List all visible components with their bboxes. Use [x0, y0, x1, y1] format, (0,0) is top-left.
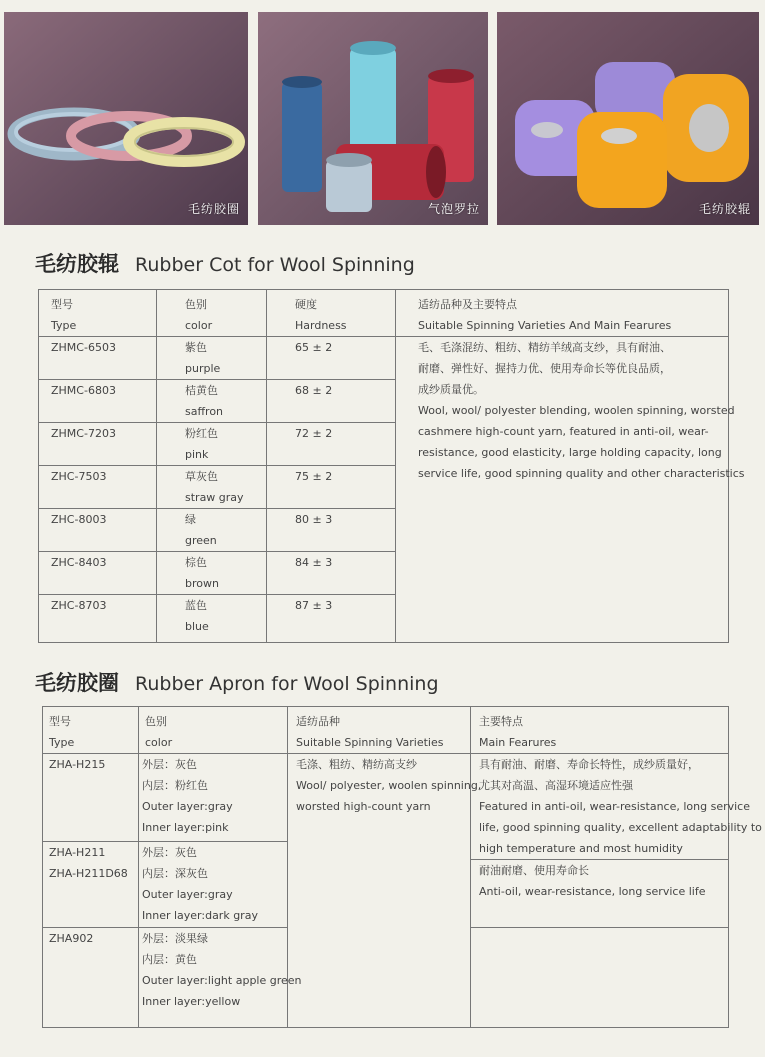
cell-type: ZHC-8003	[39, 509, 157, 552]
cell-hardness: 75 ± 2	[267, 466, 396, 509]
col-header-varieties: 适纺品种 Suitable Spinning Varieties	[288, 707, 471, 754]
cell-varieties: 毛涤、粗纺、精纺高支纱 Wool/ polyester, woolen spinning, worsted high-count yarn	[288, 754, 471, 1028]
cell-color: 蓝色 blue	[157, 595, 267, 643]
cell-color: 紫色 purple	[157, 337, 267, 380]
cell-hardness: 65 ± 2	[267, 337, 396, 380]
cell-type: ZHC-8703	[39, 595, 157, 643]
cell-color: 桔黄色 saffron	[157, 380, 267, 423]
cell-color: 粉红色 pink	[157, 423, 267, 466]
cell-type: ZHMC-6803	[39, 380, 157, 423]
col-header-type: 型号 Type	[39, 290, 157, 337]
section-title-apron	[35, 667, 439, 697]
section-title-en: Rubber Apron for Wool Spinning	[135, 673, 439, 695]
col-header-hardness: 硬度 Hardness	[267, 290, 396, 337]
cell-type: ZHC-7503	[39, 466, 157, 509]
cell-type: ZHA-H211 ZHA-H211D68	[43, 842, 139, 928]
cell-hardness: 87 ± 3	[267, 595, 396, 643]
table-row	[39, 337, 729, 380]
cell-type: ZHA902	[43, 928, 139, 1028]
photo-caption: 毛纺胶辊	[698, 202, 751, 216]
cot-spec-table	[38, 289, 745, 643]
apron-spec-table	[42, 706, 762, 1028]
table-row	[43, 754, 729, 842]
cell-color: 外层：淡果绿 内层：黄色 Outer layer:light apple green Inner layer:yellow	[139, 928, 288, 1028]
col-header-type: 型号 Type	[43, 707, 139, 754]
cell-color: 棕色 brown	[157, 552, 267, 595]
cell-color: 绿 green	[157, 509, 267, 552]
col-header-color: 色别 color	[139, 707, 288, 754]
col-header-color: 色别 color	[157, 290, 267, 337]
photo-bubble-roller	[258, 12, 488, 225]
col-header-features: 主要特点 Main Fearures	[471, 707, 729, 754]
cell-color: 外层：灰色 内层：粉红色 Outer layer:gray Inner layer:pink	[139, 754, 288, 842]
cell-hardness: 68 ± 2	[267, 380, 396, 423]
cell-color: 草灰色 straw gray	[157, 466, 267, 509]
section-title-cot	[35, 248, 415, 278]
cell-type: ZHC-8403	[39, 552, 157, 595]
cell-features: 具有耐油、耐磨、寿命长特性，成纱质量好， 尤其对高温、高湿环境适应性强 Featured in anti-oil, wear-resistance, long service life, good spinning quality, excellent adaptability to high temperature and most humidity 耐油耐磨、使用寿命长 Anti-oil, wear-resistance, long service life	[471, 754, 729, 928]
photo-rubber-apron	[4, 12, 248, 225]
cell-hardness: 72 ± 2	[267, 423, 396, 466]
cell-hardness: 84 ± 3	[267, 552, 396, 595]
col-header-features: 适纺品种及主要特点 Suitable Spinning Varieties And Main Fearures	[396, 290, 729, 337]
section-title-en: Rubber Cot for Wool Spinning	[135, 254, 415, 276]
cell-type: ZHMC-7203	[39, 423, 157, 466]
cell-features: 毛、毛涤混纺、粗纺、精纺羊绒高支纱，具有耐油、 耐磨、弹性好、握持力优、使用寿命长等优良品质， 成纱质量优。 Wool, wool/ polyester blending, woolen spinning, worsted cashmere high-count yarn, featured in anti-oil, wear- resistance, good elasticity, large holding capacity, long service life, good spinning quality and other characteristics	[396, 337, 729, 643]
photo-rubber-cot	[497, 12, 759, 225]
cell-type: ZHA-H215	[43, 754, 139, 842]
cell-color: 外层：灰色 内层：深灰色 Outer layer:gray Inner layer:dark gray	[139, 842, 288, 928]
photo-caption: 毛纺胶圈	[187, 202, 240, 216]
cell-hardness: 80 ± 3	[267, 509, 396, 552]
cell-features-empty	[471, 928, 729, 1028]
cell-type: ZHMC-6503	[39, 337, 157, 380]
section-title-cn: 毛纺胶圈	[35, 671, 119, 695]
section-title-cn: 毛纺胶辊	[35, 252, 119, 276]
photo-caption: 气泡罗拉	[427, 202, 480, 216]
